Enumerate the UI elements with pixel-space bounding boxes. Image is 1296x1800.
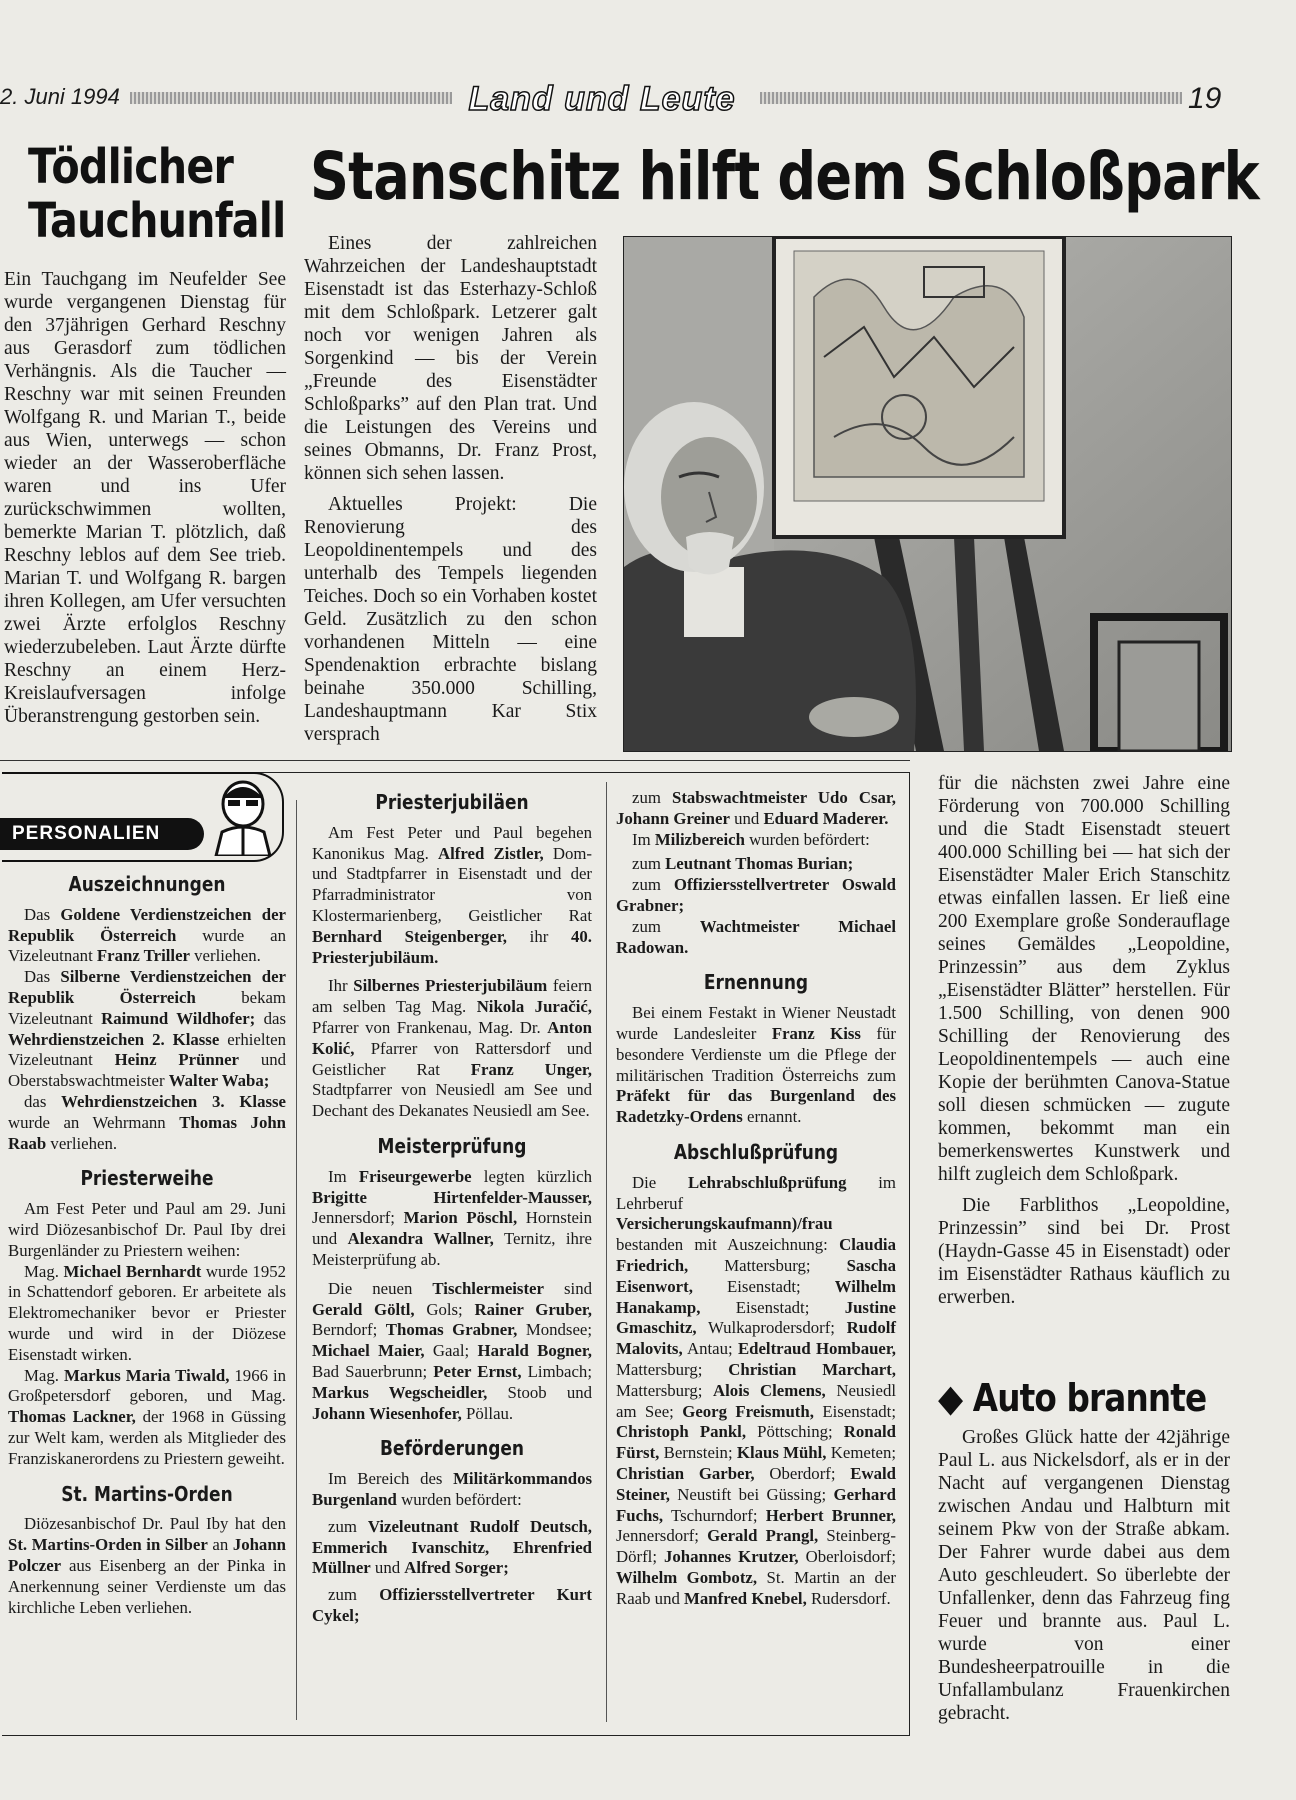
heading-befoerderungen: Beförderungen bbox=[379, 1436, 525, 1461]
paragraph: Eines der zahlreichen Wahrzeichen der Landeshauptstadt Eisenstadt ist das Esterhazy-Schloß mit dem Schloßpark. Letzerer galt noch vor wenigen Jahren als Sorgenkind — bis der Verein „Freunde des Eisenstädter Schloßparks” auf den Plan trat. Und die Leistungen des Vereins und seines Obmanns, Dr. Franz Prost, können sich sehen lassen. bbox=[304, 233, 597, 484]
section-divider bbox=[0, 760, 910, 761]
column-rule bbox=[606, 782, 607, 1722]
section-logo: Land und Leute bbox=[468, 80, 736, 118]
article-title-tauchunfall bbox=[28, 140, 285, 248]
paragraph: Mag. Michael Bernhardt wurde 1952 in Schattendorf geboren. Er arbeitete als Elektromechaniker bevor er Priester wurde und wird in der Diözese Eisenstadt wirken. bbox=[8, 1261, 286, 1364]
paragraph: Im Friseurgewerbe legten kürzlich Brigitte Hirtenfelder-Mausser, Jennersdorf; Marion Pöschl, Hornstein und Alexandra Wallner, Ternitz, ihre Meisterprüfung ab. bbox=[312, 1166, 592, 1269]
column-rule bbox=[296, 800, 297, 1720]
person-icon bbox=[212, 778, 274, 856]
personalien-col-3 bbox=[616, 788, 896, 1609]
paragraph: Das Goldene Verdienstzeichen der Republik Österreich wurde an Vizeleutnant Franz Triller verliehen. bbox=[8, 904, 286, 966]
article-body-auto-brannte bbox=[938, 1426, 1230, 1725]
paragraph: Im Bereich des Militärkommandos Burgenland wurden befördert: bbox=[312, 1469, 592, 1509]
paragraph: für die nächsten zwei Jahre eine Förderung von 700.000 Schilling und die Stadt Eisenstadt steuert 400.000 Schilling bei — hat sich der Eisenstädter Maler Erich Stanschitz etwas einfallen lassen. Er ließ eine 200 Exemplare große Sonderauflage seines Gemäldes „Leopoldine, Prinzessin” aus dem Zyklus „Eisenstädter Blätter” herstellen. Für 1.500 Schilling, von denen 900 Schilling der Renovierung des Leopoldinentempels — auch eine Kopie der berühmten Canova-Statue soll diesen schmücken — zugute kommen, bekommt man ein bemerkenswertes Kunstwerk und hilft zugleich dem Schloßpark. bbox=[938, 773, 1230, 1185]
article-body-schlosspark-continued bbox=[938, 772, 1230, 1309]
personalien-col-2 bbox=[312, 784, 592, 1627]
paragraph: Die Farblithos „Leopoldine, Prinzessin” sind bei Dr. Prost (Haydn-Gasse 45 in Eisenstadt) oder im Eisenstädter Rathaus käuflich zu erwerben. bbox=[938, 1195, 1230, 1308]
title-text: Auto brannte bbox=[972, 1376, 1207, 1420]
photo-painter-easel bbox=[624, 237, 1231, 751]
paragraph: Die neuen Tischlermeister sind Gerald Göltl, Gols; Rainer Gruber, Berndorf; Thomas Grabner, Mondsee; Michael Maier, Gaal; Harald Bogner, Bad Sauerbrunn; Peter Ernst, Limbach; Markus Wegscheidler, Stoob und Johann Wiesenhofer, Pöllau. bbox=[312, 1278, 593, 1423]
title-line-2: Tauchunfall bbox=[28, 193, 286, 249]
paragraph: Das Silberne Verdienstzeichen der Republik Österreich bekam Vizeleutnant Raimund Wildhofer; das Wehrdienstzeichen 2. Klasse erhielten Vizeleutnant Heinz Prünner und Oberstabswachtmeister Walter Waba; bbox=[8, 967, 286, 1091]
paragraph: zum Vizeleutnant Rudolf Deutsch, Emmerich Ivanschitz, Ehrenfried Müllner und Alfred Sorger; bbox=[312, 1516, 592, 1578]
diamond-icon: ◆ bbox=[938, 1376, 973, 1420]
paragraph: Mag. Markus Maria Tiwald, 1966 in Großpetersdorf geboren, und Mag. Thomas Lackner, der 1968 in Güssing zur Welt kam, werden als Mitglieder des Franziskanerordens zu Priestern geweiht. bbox=[8, 1365, 286, 1468]
personalien-col-1 bbox=[8, 860, 286, 1618]
heading-st-martins-orden: St. Martins-Orden bbox=[61, 1481, 233, 1506]
title-line-1: Tödlicher bbox=[28, 139, 233, 195]
paragraph: zum Wachtmeister Michael Radowan. bbox=[616, 916, 896, 957]
paragraph: Ihr Silbernes Priesterjubiläum feiern am selben Tag Mag. Nikola Juračić, Pfarrer von Frankenau, Mag. Dr. Anton Kolić, Pfarrer von Rattersdorf und Geistlicher Rat Franz Unger, Stadtpfarrer von Neusiedl am See und Dechant des Dekanates Neusiedl am See. bbox=[312, 976, 592, 1121]
personalien-badge: PERSONALIEN bbox=[0, 818, 204, 850]
paragraph: Im Milizbereich wurden befördert: bbox=[632, 829, 870, 849]
article-photo bbox=[623, 236, 1232, 752]
heading-abschlusspruefung: Abschlußprüfung bbox=[673, 1139, 839, 1164]
paragraph: Am Fest Peter und Paul begehen Kanonikus Mag. Alfred Zistler, Dom- und Stadtpfarrer in Eisenstadt und der Pfarradministrator von Klostermarienberg, Geistlicher Rat Bernhard Steigenberger, ihr 40. Priesterjubiläum. bbox=[312, 822, 592, 967]
heading-priesterjubilaeen: Priesterjubiläen bbox=[375, 790, 529, 814]
page-number: 19 bbox=[1188, 82, 1222, 115]
article-title-auto-brannte bbox=[938, 1376, 1206, 1420]
paragraph: das Wehrdienstzeichen 3. Klasse wurde an Wehrmann Thomas John Raab verliehen. bbox=[8, 1091, 286, 1153]
paragraph: Großes Glück hatte der 42jährige Paul L. aus Nickelsdorf, als er in der Nacht auf vergangenen Dienstag zwischen Andau und Halbturn mit seinem Pkw von der Straße abkam. Der Fahrer wurde dabei aus dem Auto geschleudert. So überlebte der Unfallenker, denn das Fahrzeug fing Feuer und brannte aus. Paul L. wurde von einer Bundesheerpatrouille in die Unfallambulanz Frauenkirchen gebracht. bbox=[938, 1427, 1230, 1724]
paragraph: zum Stabswachtmeister Udo Csar, Johann Greiner und Eduard Maderer. bbox=[616, 788, 896, 828]
heading-auszeichnungen: Auszeichnungen bbox=[68, 872, 226, 896]
paragraph: Die Lehrabschlußprüfung im Lehrberuf Versicherungskaufmann)/frau bestanden mit Auszeichnung: Claudia Friedrich, Mattersburg; Sascha Eisenwort, Eisenstadt; Wilhelm Hanakamp, Eisenstadt; Justine Gmaschitz, Wulkaprodersdorf; Rudolf Malovits, Antau; Edeltraud Hombauer, Mattersburg; Christian Marchart, Mattersburg; Alois Clemens, Neusiedl am See; Georg Freismuth, Eisenstadt; Christoph Pankl, Pöttsching; Ronald Fürst, Bernstein; Klaus Mühl, Kemeten; Christian Garber, Oberdorf; Ewald Steiner, Neustift bei Güssing; Gerhard Fuchs, Tschurndorf; Herbert Brunner, Jennersdorf; Gerald Prangl, Steinberg-Dörfl; Johannes Krutzer, Oberloisdorf; Wilhelm Gombotz, St. Martin an der Raab und Manfred Knebel, Rudersdorf. bbox=[616, 1172, 897, 1608]
paragraph: zum Offiziersstellvertreter Kurt Cykel; bbox=[312, 1585, 592, 1625]
paragraph: zum Leutnant Thomas Burian; bbox=[632, 854, 854, 874]
article-body-schlosspark bbox=[304, 232, 597, 746]
paragraph: Bei einem Festakt in Wiener Neustadt wurde Landesleiter Franz Kiss für besondere Verdienste um die Pflege der militärischen Tradition Österreichs zum Präfekt für das Burgenland des Radetzky-Ordens ernannt. bbox=[616, 1003, 896, 1127]
paragraph: Aktuelles Projekt: Die Renovierung des Leopoldinentempels und des unterhalb des Tempels liegenden Teiches. Doch so ein Vorhaben kostet Geld. Zusätzlich zu den schon vorhandenen Mitteln — eine Spendenaktion erbrachte bislang beinahe 350.000 Schilling, Landeshauptmann Kar Stix versprach bbox=[304, 494, 597, 745]
paragraph: Ein Tauchgang im Neufelder See wurde vergangenen Dienstag für den 37jährigen Gerhard Reschny aus Gerasdorf zum tödlichen Verhängnis. Als die Taucher — Reschny war mit seinen Freunden Wolfgang R. und Marian T., beide aus Wien, unterwegs — schon wieder an der Wasseroberfläche waren und ins Ufer zurückschwimmen wollten, bemerkte Marian T. plötzlich, daß Reschny leblos auf dem See trieb. Marian T. und Wolfgang R. bargen ihren Kollegen, am Ufer versuchten zwei Ärzte erfolglos Reschny wiederzubeleben. Laut Ärzte dürfte Reschny an einem Herz-Kreislaufversagen infolge Überanstrengung gestorben sein. bbox=[4, 269, 286, 727]
article-title-schlosspark: Stanschitz hilft dem Schloßpark bbox=[310, 138, 1259, 215]
paragraph: zum Offiziersstellvertreter Oswald Grabner; bbox=[616, 875, 896, 915]
heading-ernennung: Ernennung bbox=[703, 970, 809, 995]
paragraph: Diözesanbischof Dr. Paul Iby hat den St. Martins-Orden in Silber an Johann Polczer aus Eisenberg an der Pinka in Anerkennung seiner Verdienste um das kirchliche Leben verliehen. bbox=[8, 1514, 286, 1617]
heading-meisterpruefung: Meisterprüfung bbox=[377, 1133, 527, 1158]
article-body-tauchunfall bbox=[4, 268, 286, 728]
paragraph: Am Fest Peter und Paul am 29. Juni wird Diözesanbischof Dr. Paul Iby drei Burgenländer zu Priestern weihen: bbox=[8, 1199, 286, 1260]
header-rule-right bbox=[760, 92, 1182, 104]
header-rule-left bbox=[130, 92, 452, 104]
issue-date: 2. Juni 1994 bbox=[0, 84, 120, 109]
heading-priesterweihe: Priesterweihe bbox=[80, 1166, 214, 1191]
